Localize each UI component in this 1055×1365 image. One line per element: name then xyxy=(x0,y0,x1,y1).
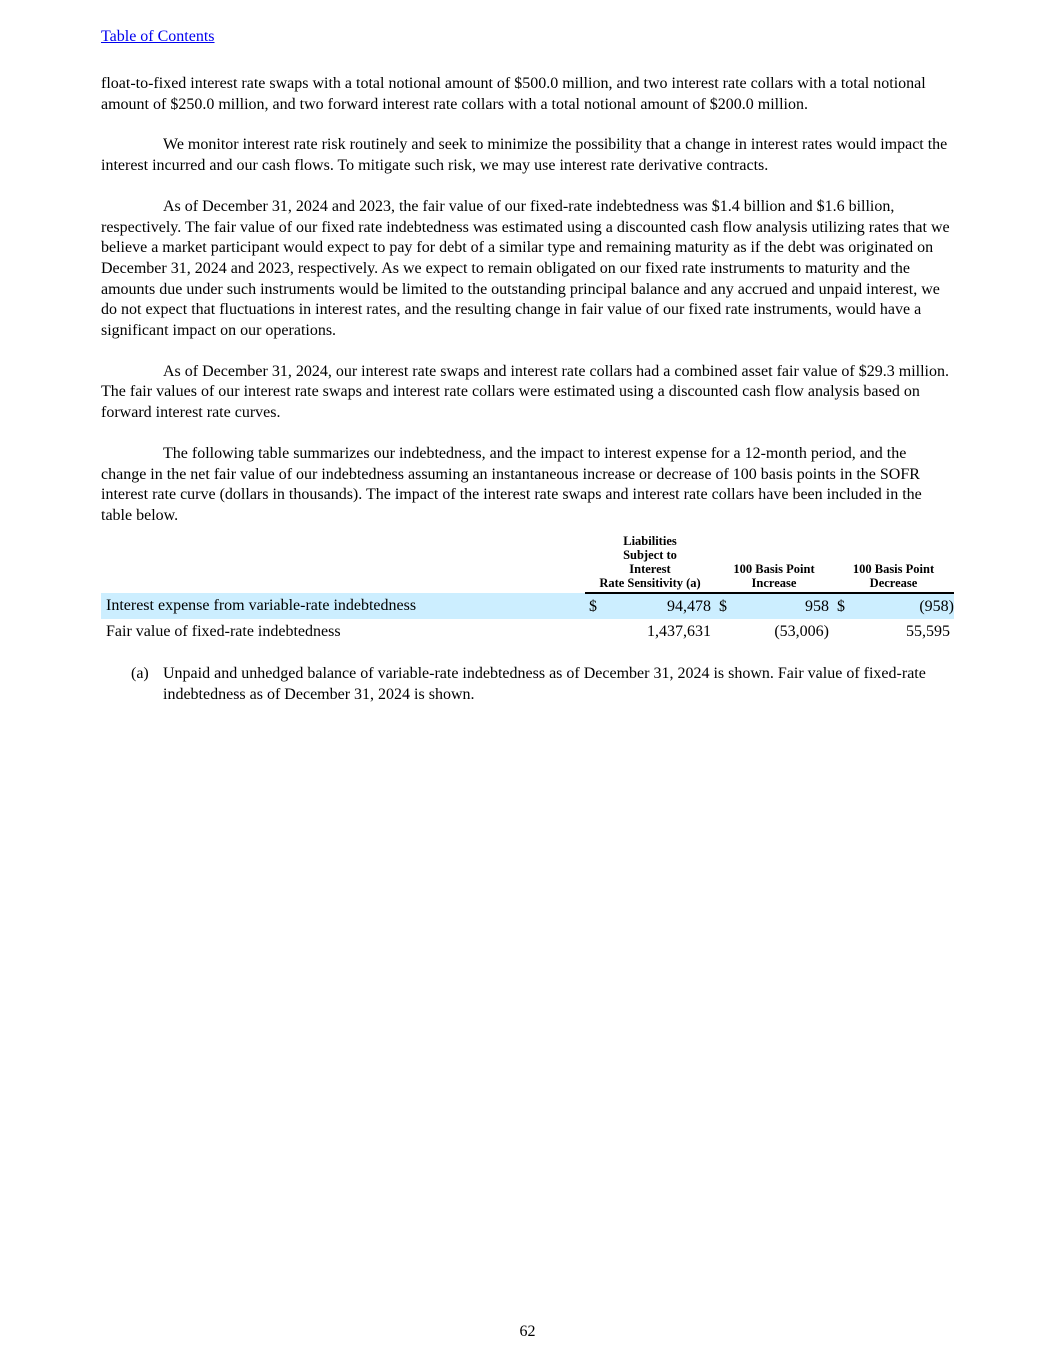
header-liabilities: Liabilities Subject to Interest Rate Sensitivity (a) xyxy=(585,534,715,593)
footnote-text: Unpaid and unhedged balance of variable-rate indebtedness as of December 31, 2024 is shown. Fair value of fixed-rate indebtedness as of December 31, 2024 is shown. xyxy=(163,665,926,703)
paragraph: As of December 31, 2024 and 2023, the fair value of our fixed-rate indebtedness was $1.4 billion and $1.6 billion, respectively. The fair value of our fixed rate indebtedness was estimated using a discounted cash flow analysis utilizing rates that we believe a market participant would expect to pay for debt of a similar type and remaining maturity as if the debt was originated on December 31, 2024 and 2023, respectively. As we expect to remain obligated on our fixed rate instruments to maturity and the amounts due under such instruments would be limited to the outstanding principal balance and any accrued and unpaid interest, we do not expect that fluctuations in interest rates, and the resulting change in fair value of our fixed rate instruments, would have a significant impact on our operations. xyxy=(101,197,950,340)
liabilities-value: 1,437,631 xyxy=(647,622,711,640)
paragraph: We monitor interest rate risk routinely and seek to minimize the possibility that a change in interest rates would impact the interest incurred and our cash flows. To mitigate such risk, we may use interest rate derivative contracts. xyxy=(101,136,948,175)
decrease-value: 55,595 xyxy=(906,622,950,640)
header-increase: 100 Basis Point Increase xyxy=(715,534,833,593)
row-label: Fair value of fixed-rate indebtedness xyxy=(106,622,341,640)
row-label: Interest expense from variable-rate indebtedness xyxy=(101,593,585,619)
currency-symbol: $ xyxy=(585,593,607,619)
header-decrease: 100 Basis Point Decrease xyxy=(833,534,954,593)
interest-rate-sensitivity-table xyxy=(101,534,954,644)
footnote-marker: (a) xyxy=(131,665,149,682)
currency-symbol xyxy=(833,619,855,644)
paragraph: The following table summarizes our indebtedness, and the impact to interest expense for a 12-month period, and the change in the net fair value of our indebtedness assuming an instantaneous increase or decrease of 100 basis points in the SOFR interest rate curve (dollars in thousands). The impact of the interest rate swaps and interest rate collars have been included in the table below. xyxy=(101,444,922,524)
page-number: 62 xyxy=(519,1323,536,1340)
currency-symbol xyxy=(715,619,737,644)
currency-symbol: $ xyxy=(833,593,855,619)
table-header-row xyxy=(101,534,954,593)
paragraph: float-to-fixed interest rate swaps with a total notional amount of $500.0 million, and two interest rate collars with a total notional amount of $250.0 million, and two forward interest rate collars with a total notional amount of $200.0 million. xyxy=(101,75,926,113)
increase-value: 958 xyxy=(737,593,833,619)
table-row xyxy=(101,619,954,644)
table-row xyxy=(101,593,954,619)
header-blank xyxy=(101,534,585,593)
paragraph: As of December 31, 2024, our interest rate swaps and interest rate collars had a combined asset fair value of $29.3 million. The fair values of our interest rate swaps and interest rate collars were estimated using a discounted cash flow analysis based on forward interest rate curves. xyxy=(101,362,949,422)
body-text xyxy=(101,74,953,547)
footnote xyxy=(131,663,931,705)
decrease-value: (958) xyxy=(855,593,954,619)
currency-symbol: $ xyxy=(715,593,737,619)
liabilities-value: 94,478 xyxy=(607,593,715,619)
table-of-contents-link[interactable]: Table of Contents xyxy=(101,28,215,45)
increase-value: (53,006) xyxy=(774,622,829,640)
currency-symbol xyxy=(585,619,607,644)
